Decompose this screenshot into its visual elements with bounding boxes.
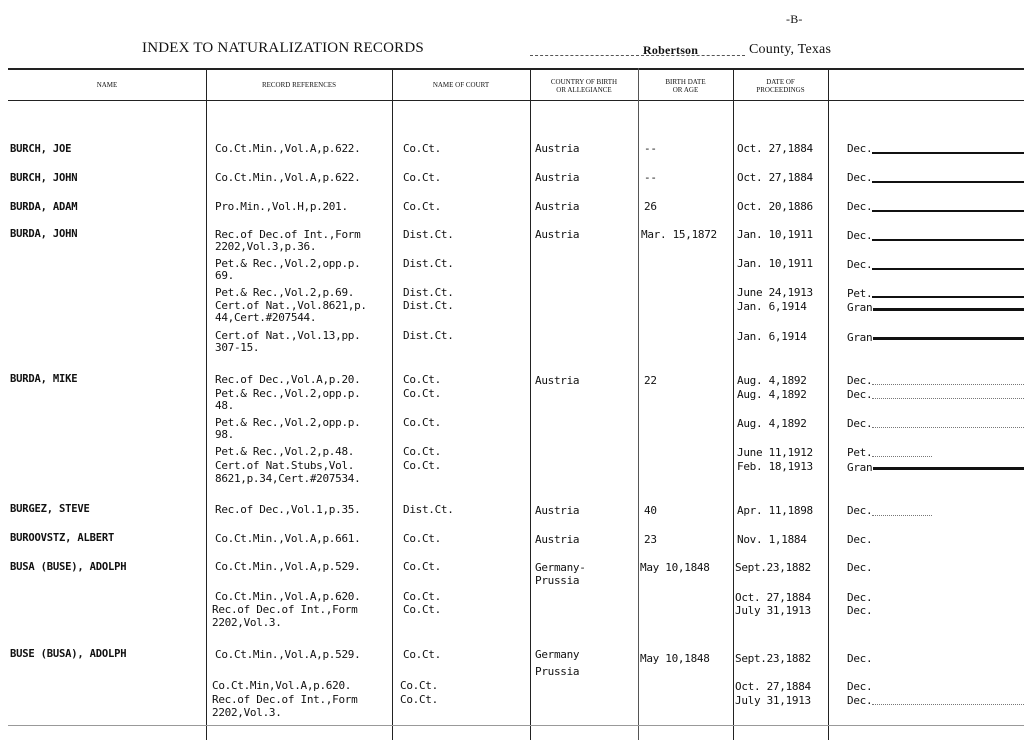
country-of-birth: Austria	[535, 171, 580, 184]
status-line	[873, 337, 1024, 340]
record-reference-cont: 307-15.	[215, 341, 260, 354]
row-name: BURGEZ, STEVE	[10, 503, 90, 515]
proceeding-date: Feb. 18,1913	[737, 460, 813, 473]
proceeding-status: Dec.	[847, 504, 873, 517]
record-reference: Rec.of Dec.,Vol.A,p.20.	[215, 373, 361, 386]
column-header-date: PROCEEDINGS	[756, 86, 805, 94]
proceeding-date: Oct. 27,1884	[737, 171, 813, 184]
record-reference: Rec.of Dec.of Int.,Form	[212, 603, 358, 616]
column-divider	[392, 68, 393, 740]
record-reference: Cert.of Nat.,Vol.8621,p.	[215, 299, 367, 312]
proceeding-status: Dec.	[847, 417, 873, 430]
record-reference-cont: 2202,Vol.3,p.36.	[215, 240, 317, 253]
column-header-date: DATE OF	[766, 78, 795, 86]
status-line	[872, 296, 1024, 298]
record-reference-cont: 2202,Vol.3.	[212, 616, 282, 629]
status-line	[872, 181, 1024, 183]
proceeding-status: Dec.	[847, 258, 873, 271]
proceeding-date: Sept.23,1882	[735, 652, 811, 665]
record-reference: Co.Ct.Min.,Vol.A,p.622.	[215, 171, 361, 184]
proceeding-date: June 11,1912	[737, 446, 813, 459]
column-header-birth: OR AGE	[672, 86, 699, 94]
column-divider	[530, 68, 531, 740]
court-name: Co.Ct.	[400, 679, 438, 692]
status-line	[872, 398, 1024, 399]
court-name: Co.Ct.	[403, 532, 441, 545]
status-line	[872, 210, 1024, 212]
column-divider	[638, 68, 639, 740]
proceeding-status: Dec.	[847, 142, 873, 155]
proceeding-status: Dec.	[847, 171, 873, 184]
status-line	[872, 427, 1024, 428]
proceeding-date: Jan. 10,1911	[737, 228, 813, 241]
birth-date-or-age: May 10,1848	[640, 652, 710, 665]
column-header-birth: BIRTH DATE	[665, 78, 706, 86]
proceeding-date: Oct. 27,1884	[735, 591, 811, 604]
birth-date-or-age: 40	[644, 504, 657, 517]
document-title: INDEX TO NATURALIZATION RECORDS	[142, 40, 424, 56]
status-line	[872, 515, 932, 516]
court-name: Co.Ct.	[403, 416, 441, 429]
column-header-name: NAME	[96, 81, 118, 89]
proceeding-status: Dec.	[847, 561, 873, 574]
court-name: Dist.Ct.	[403, 228, 454, 241]
proceeding-date: Aug. 4,1892	[737, 388, 807, 401]
proceeding-date: Nov. 1,1884	[737, 533, 807, 546]
record-reference-cont: 98.	[215, 428, 234, 441]
court-name: Co.Ct.	[403, 200, 441, 213]
status-line	[873, 467, 1024, 470]
proceeding-date: Oct. 20,1886	[737, 200, 813, 213]
column-divider	[828, 68, 829, 740]
court-name: Dist.Ct.	[403, 257, 454, 270]
proceeding-status: Pet.	[847, 446, 873, 459]
record-reference: Pet.& Rec.,Vol.2,opp.p.	[215, 387, 361, 400]
country-of-birth: Austria	[535, 142, 580, 155]
header-bottom-rule	[8, 100, 1024, 101]
proceeding-status: Dec.	[847, 604, 873, 617]
country-of-birth: Austria	[535, 200, 580, 213]
birth-date-or-age: May 10,1848	[640, 561, 710, 574]
record-reference: Rec.of Dec.of Int.,Form	[215, 228, 361, 241]
court-name: Co.Ct.	[403, 560, 441, 573]
country-of-birth-cont: Prussia	[535, 665, 580, 678]
proceeding-date: July 31,1913	[735, 694, 811, 707]
county-blank-line	[530, 55, 745, 56]
column-header-court: NAME OF COURT	[432, 81, 490, 89]
proceeding-status: Dec.	[847, 533, 873, 546]
status-line	[872, 456, 932, 457]
proceeding-date: Oct. 27,1884	[737, 142, 813, 155]
court-name: Dist.Ct.	[403, 503, 454, 516]
proceeding-date: July 31,1913	[735, 604, 811, 617]
record-reference: Pet.& Rec.,Vol.2,p.69.	[215, 286, 355, 299]
header-top-rule	[8, 68, 1024, 70]
record-reference: Co.Ct.Min,Vol.A,p.620.	[212, 679, 352, 692]
proceeding-status: Dec.	[847, 652, 873, 665]
proceeding-status: Dec.	[847, 591, 873, 604]
country-of-birth: Austria	[535, 504, 580, 517]
record-reference-cont: 8621,p.34,Cert.#207534.	[215, 472, 361, 485]
proceeding-date: Jan. 10,1911	[737, 257, 813, 270]
proceeding-date: Sept.23,1882	[735, 561, 811, 574]
status-line	[872, 704, 1024, 705]
birth-date-or-age: 23	[644, 533, 657, 546]
country-of-birth: Austria	[535, 374, 580, 387]
record-reference: Co.Ct.Min.,Vol.A,p.661.	[215, 532, 361, 545]
proceeding-status: Dec.	[847, 374, 873, 387]
row-name: BUSE (BUSA), ADOLPH	[10, 648, 127, 660]
birth-date-or-age: Mar. 15,1872	[641, 228, 717, 241]
status-line	[872, 384, 1024, 385]
court-name: Co.Ct.	[403, 648, 441, 661]
court-name: Co.Ct.	[403, 590, 441, 603]
record-reference: Co.Ct.Min.,Vol.A,p.529.	[215, 560, 361, 573]
column-divider	[206, 68, 207, 740]
court-name: Dist.Ct.	[403, 299, 454, 312]
birth-date-or-age: --	[644, 171, 657, 184]
proceeding-status: Gran	[847, 301, 873, 314]
record-reference-cont: 2202,Vol.3.	[212, 706, 282, 719]
row-name: BURCH, JOE	[10, 143, 72, 155]
row-name: BURCH, JOHN	[10, 172, 78, 184]
proceeding-status: Dec.	[847, 680, 873, 693]
proceeding-date: June 24,1913	[737, 286, 813, 299]
birth-date-or-age: --	[644, 142, 657, 155]
court-name: Dist.Ct.	[403, 286, 454, 299]
court-name: Co.Ct.	[403, 603, 441, 616]
status-line	[872, 239, 1024, 241]
proceeding-date: Apr. 11,1898	[737, 504, 813, 517]
birth-date-or-age: 26	[644, 200, 657, 213]
court-name: Co.Ct.	[403, 445, 441, 458]
country-of-birth: Austria	[535, 533, 580, 546]
row-name: BURDA, JOHN	[10, 228, 78, 240]
country-of-birth: Germany	[535, 648, 580, 661]
county-name: Robertson	[643, 43, 699, 57]
proceeding-status: Gran	[847, 461, 873, 474]
record-reference: Rec.of Dec.of Int.,Form	[212, 693, 358, 706]
country-of-birth: Austria	[535, 228, 580, 241]
proceeding-date: Aug. 4,1892	[737, 417, 807, 430]
row-name: BUROOVSTZ, ALBERT	[10, 532, 115, 544]
column-header-country: COUNTRY OF BIRTH	[550, 78, 618, 86]
record-reference: Rec.of Dec.,Vol.1,p.35.	[215, 503, 361, 516]
record-reference: Pet.& Rec.,Vol.2,opp.p.	[215, 416, 361, 429]
column-divider	[733, 68, 734, 740]
proceeding-status: Gran	[847, 331, 873, 344]
record-reference: Pet.& Rec.,Vol.2,p.48.	[215, 445, 355, 458]
record-reference: Pro.Min.,Vol.H,p.201.	[215, 200, 348, 213]
record-reference-cont: 44,Cert.#207544.	[215, 311, 317, 324]
court-name: Co.Ct.	[400, 693, 438, 706]
row-name: BURDA, MIKE	[10, 373, 78, 385]
proceeding-date: Jan. 6,1914	[737, 300, 807, 313]
proceeding-status: Dec.	[847, 200, 873, 213]
country-of-birth-cont: Prussia	[535, 574, 580, 587]
record-reference: Co.Ct.Min.,Vol.A,p.620.	[215, 590, 361, 603]
record-reference: Cert.of Nat.,Vol.13,pp.	[215, 329, 361, 342]
county-suffix: County, Texas	[749, 42, 832, 57]
page-bottom-rule	[8, 725, 1024, 726]
status-line	[872, 152, 1024, 154]
page-mark: -B-	[786, 12, 803, 26]
country-of-birth: Germany-	[535, 561, 586, 574]
court-name: Co.Ct.	[403, 373, 441, 386]
court-name: Co.Ct.	[403, 459, 441, 472]
row-name: BURDA, ADAM	[10, 201, 78, 213]
court-name: Co.Ct.	[403, 387, 441, 400]
proceeding-status: Dec.	[847, 229, 873, 242]
proceeding-status: Dec.	[847, 694, 873, 707]
column-header-record: RECORD REFERENCES	[261, 81, 337, 89]
proceeding-date: Aug. 4,1892	[737, 374, 807, 387]
column-header-country: OR ALLEGIANCE	[556, 86, 612, 94]
record-reference-cont: 48.	[215, 399, 234, 412]
record-reference: Co.Ct.Min.,Vol.A,p.622.	[215, 142, 361, 155]
birth-date-or-age: 22	[644, 374, 657, 387]
record-reference: Co.Ct.Min.,Vol.A,p.529.	[215, 648, 361, 661]
court-name: Dist.Ct.	[403, 329, 454, 342]
court-name: Co.Ct.	[403, 142, 441, 155]
proceeding-status: Pet.	[847, 287, 873, 300]
status-line	[873, 308, 1024, 311]
row-name: BUSA (BUSE), ADOLPH	[10, 561, 127, 573]
record-reference-cont: 69.	[215, 269, 234, 282]
proceeding-status: Dec.	[847, 388, 873, 401]
proceeding-date: Oct. 27,1884	[735, 680, 811, 693]
record-reference: Cert.of Nat.Stubs,Vol.	[215, 459, 355, 472]
status-line	[872, 268, 1024, 270]
record-reference: Pet.& Rec.,Vol.2,opp.p.	[215, 257, 361, 270]
proceeding-date: Jan. 6,1914	[737, 330, 807, 343]
court-name: Co.Ct.	[403, 171, 441, 184]
